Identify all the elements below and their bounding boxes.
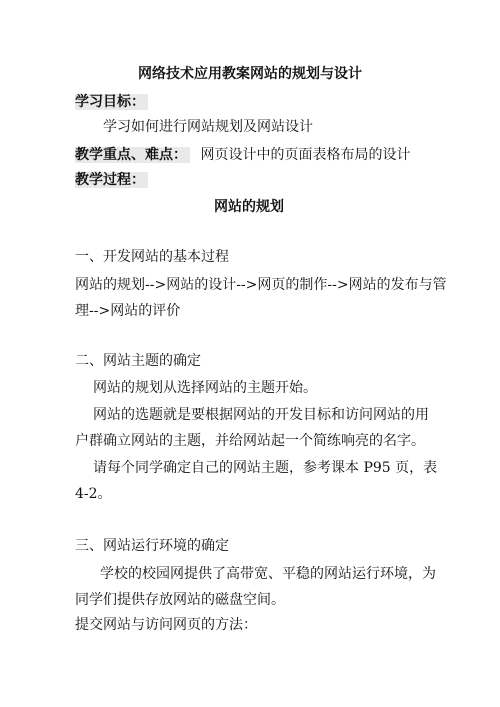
s1-heading: 一、开发网站的基本过程	[75, 249, 229, 265]
s2-p3-line2: 4-2。	[75, 486, 112, 502]
keypoints-text: 网页设计中的页面表格布局的设计	[200, 147, 411, 163]
s3-p2: 提交网站与访问网页的方法：	[75, 617, 257, 633]
s1-line1: 网站的规划-->网站的设计-->网页的制作-->网站的发布与管	[75, 277, 447, 293]
s2-p3-line1: 请每个同学确定自己的网站主题，参考课本 P95 页，表	[93, 460, 438, 476]
s2-p1: 网站的规划从选择网站的主题开始。	[93, 380, 317, 396]
keypoints-row	[75, 145, 410, 165]
objective-label-text: 学习目标：	[75, 94, 148, 110]
s2-p2-line1: 网站的选题就是要根据网站的开发目标和访问网站的用	[93, 407, 429, 423]
s1-line2: 理-->网站的评价	[75, 303, 181, 319]
s3-p1-line2: 同学们提供存放网站的磁盘空间。	[75, 592, 285, 608]
s3-heading: 三、网站运行环境的确定	[75, 538, 229, 554]
keypoints-label: 教学重点、难点：	[75, 147, 190, 163]
s2-p2-line2: 户群确立网站的主题，并给网站起一个简练响亮的名字。	[75, 433, 425, 449]
process-label-text: 教学过程：	[75, 172, 148, 188]
s2-heading: 二、网站主题的确定	[75, 353, 201, 369]
s3-p1-line1: 学校的校园网提供了高带宽、平稳的网站运行环境，为	[100, 566, 436, 582]
document-title: 网络技术应用教案网站的规划与设计	[138, 66, 362, 82]
section-title: 网站的规划	[214, 199, 284, 215]
objective-text: 学习如何进行网站规划及网站设计	[103, 119, 313, 135]
process-label	[75, 170, 148, 190]
objective-label	[75, 92, 148, 112]
